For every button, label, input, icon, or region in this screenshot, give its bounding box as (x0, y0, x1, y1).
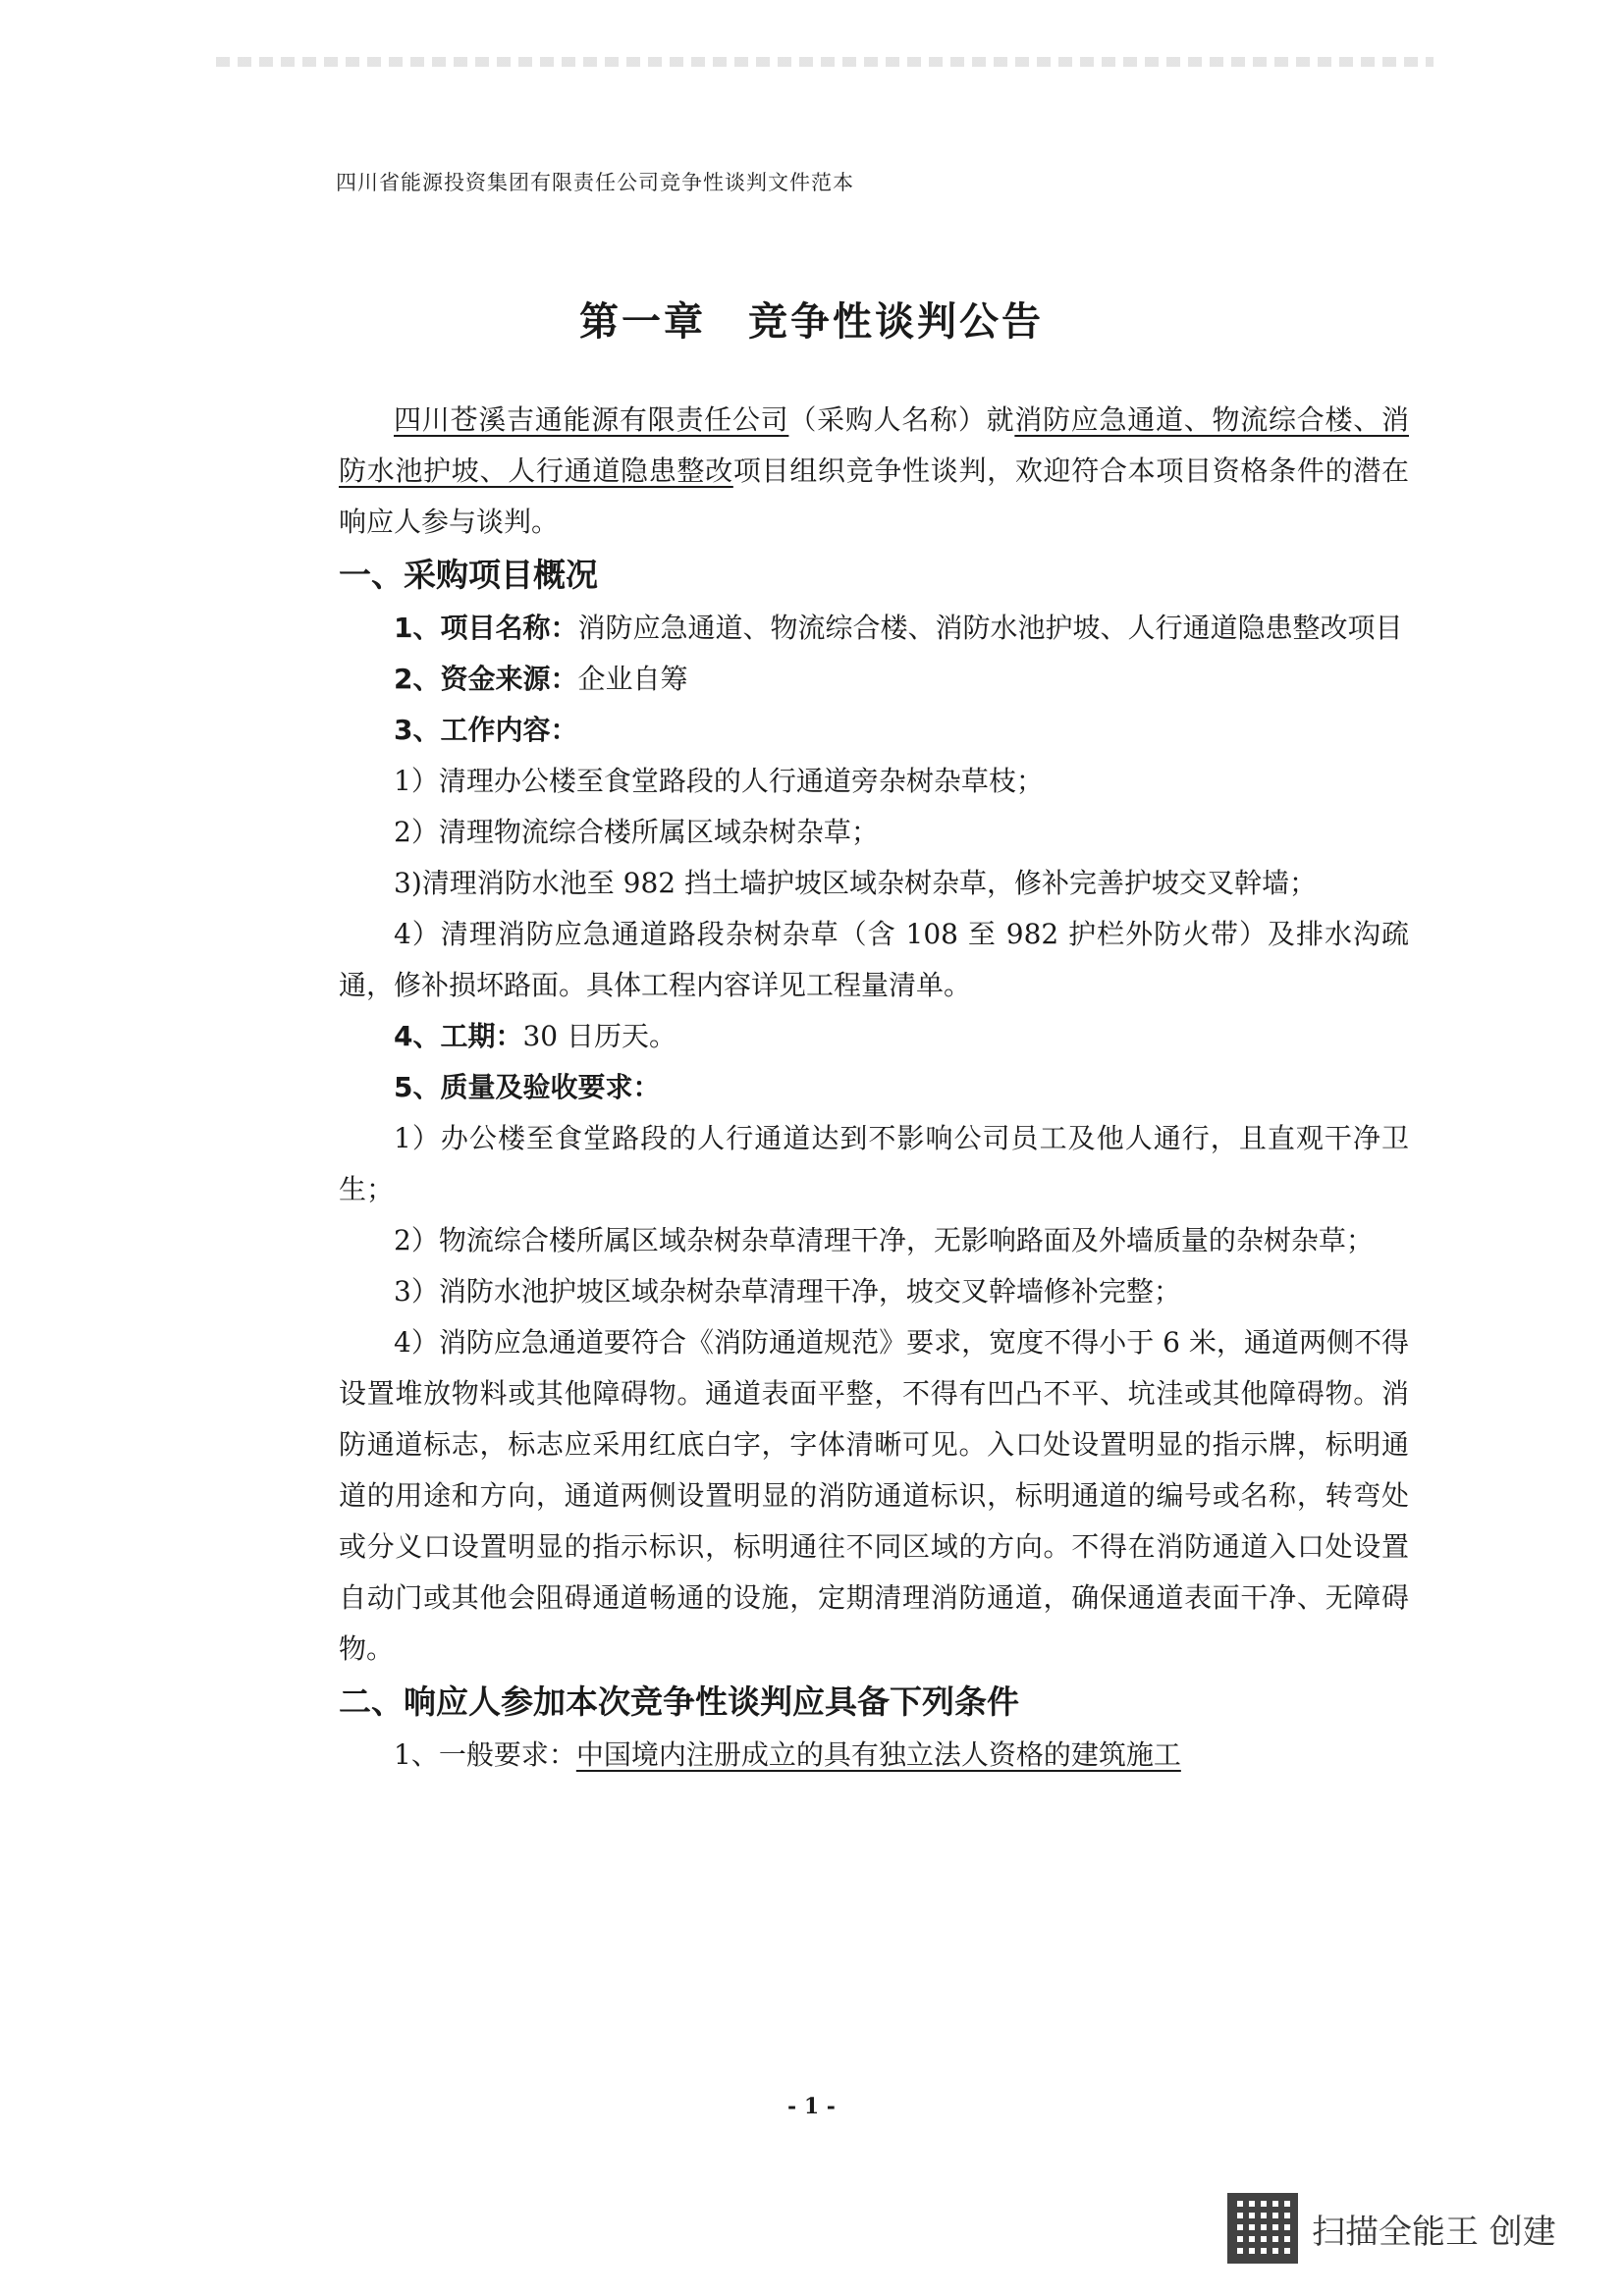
item-general-requirement: 1、一般要求：中国境内注册成立的具有独立法人资格的建筑施工 (394, 1738, 1181, 1771)
quality-item: 4）消防应急通道要符合《消防通道规范》要求，宽度不得小于 6 米，通道两侧不得设置堆放物料或其他障碍物。通道表面平整，不得有凹凸不平、坑洼或其他障碍物。消防通道标志，标志应采用红底白字，字体清晰可见。入口处设置明显的指示牌，标明通道的用途和方向，通道两侧设置明显的消防通道标识，标明通道的编号或名称，转弯处或分义口设置明显的指示标识，标明通往不同区域的方向。不得在消防通道入口处设置自动门或其他会阻碍通道畅通的设施，定期清理消防通道，确保通道表面干净、无障碍物。 (339, 1326, 1409, 1665)
quality-item: 1）办公楼至食堂路段的人行通道达到不影响公司员工及他人通行，且直观干净卫生； (339, 1122, 1409, 1205)
project-name: 消防应急通道、物流综合楼、消防水池护坡、人行通道隐患整改 (339, 403, 1409, 487)
document-body (339, 395, 1409, 1781)
quality-item: 2）物流综合楼所属区域杂树杂草清理干净，无影响路面及外墙质量的杂树杂草； (394, 1224, 1374, 1256)
section-heading-1: 一、采购项目概况 (339, 556, 598, 594)
watermark-text: 扫描全能王 创建 (1312, 2212, 1556, 2252)
purchaser-label: （采购人名称）就 (788, 403, 1015, 436)
item-fund-source: 2、资金来源：企业自筹 (394, 663, 688, 695)
page-number: - 1 - (787, 2094, 836, 2119)
work-item: 4）清理消防应急通道路段杂树杂草（含 108 至 982 护栏外防火带）及排水沟疏通，修补损坏路面。具体工程内容详见工程量清单。 (339, 918, 1409, 1001)
chapter-title: 第一章 竞争性谈判公告 (579, 299, 1044, 345)
item-duration: 4、工期：30 日历天。 (394, 1020, 677, 1052)
scanner-watermark (1227, 2199, 1556, 2258)
work-item: 1）清理办公楼至食堂路段的人行通道旁杂树杂草枝； (394, 765, 1044, 797)
section-heading-2: 二、响应人参加本次竞争性谈判应具备下列条件 (339, 1682, 1019, 1721)
qr-code-icon (1227, 2193, 1298, 2264)
item-project-name: 1、项目名称：消防应急通道、物流综合楼、消防水池护坡、人行通道隐患整改项目 (394, 612, 1403, 644)
document-header: 四川省能源投资集团有限责任公司竞争性谈判文件范本 (336, 171, 854, 194)
quality-item: 3）消防水池护坡区域杂树杂草清理干净，坡交叉幹墙修补完整； (394, 1275, 1181, 1308)
intro-rest: 项目组织竞争性谈判，欢迎符合本项目资格条件的潜在响应人参与谈判。 (339, 454, 1409, 538)
purchaser-name: 四川苍溪吉通能源有限责任公司 (394, 403, 789, 436)
intro-paragraph (339, 395, 1409, 548)
item-quality: 5、质量及验收要求： (394, 1071, 661, 1103)
work-item: 3)清理消防水池至 982 挡土墙护坡区域杂树杂草，修补完善护坡交叉幹墙； (394, 867, 1317, 899)
item-work-content: 3、工作内容： (394, 714, 578, 746)
scan-artifact (216, 57, 1434, 67)
work-item: 2）清理物流综合楼所属区域杂树杂草； (394, 816, 879, 848)
